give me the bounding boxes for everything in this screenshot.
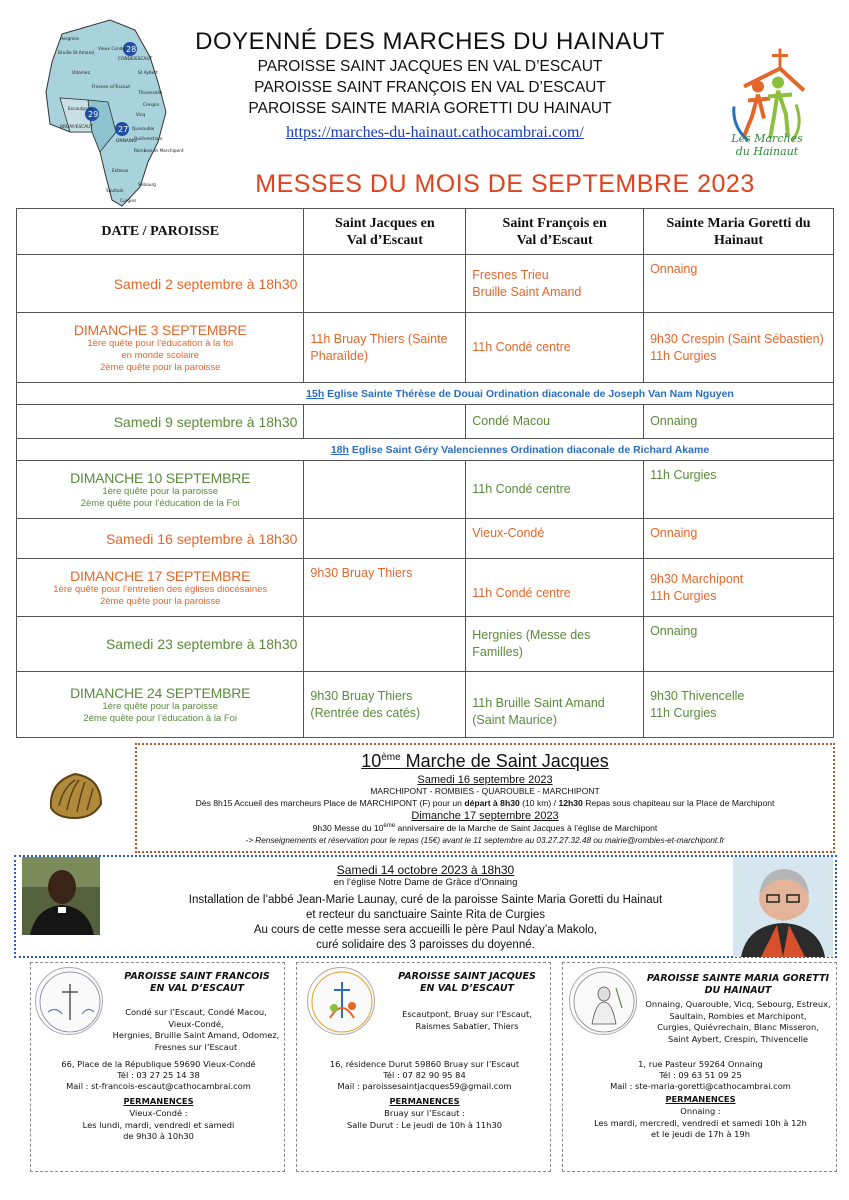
box-title: PAROISSE SAINT JACQUES EN VAL D’ESCAUT bbox=[398, 971, 536, 994]
row-date-cell bbox=[17, 559, 304, 617]
marche-title-number: 10 bbox=[361, 751, 382, 771]
map-label: Saultain bbox=[106, 189, 124, 194]
installation-line: Au cours de cette messe sera accueilli le père Paul Nday’a Makolo, bbox=[253, 924, 598, 936]
cell-saint-francois: 11h Condé centre bbox=[466, 559, 644, 617]
table-row bbox=[17, 461, 834, 519]
table-row bbox=[17, 519, 834, 559]
map-label: Hergnies bbox=[60, 37, 80, 42]
box-permanences-label: PERMANENCES bbox=[389, 1096, 460, 1106]
ordination-announcement-2 bbox=[17, 439, 834, 461]
map-label: St Aybert bbox=[138, 71, 158, 76]
cell-sainte-maria-goretti: 9h30 Thivencelle 11h Curgies bbox=[644, 672, 834, 738]
marche-reservation-info: -> Renseignements et réservation pour le repas (15€) avant le 11 septembre au 03.27.27.32.48 ou mairie@rombies-et-marchipont.fr bbox=[245, 836, 725, 845]
box-permanences: Bruay sur l’Escaut : Salle Durut : Le jeudi de 10h à 11h30 bbox=[347, 1108, 502, 1130]
marche-saturday-details bbox=[137, 798, 833, 808]
box-mail[interactable]: Mail : st-francois-escaut@cathocambrai.com bbox=[66, 1081, 251, 1091]
header-sainte-maria-goretti bbox=[644, 209, 834, 255]
box-address: 16, résidence Durut 59860 Bruay sur l’Escaut bbox=[329, 1059, 520, 1069]
map-label: Crespin bbox=[143, 103, 160, 108]
announcement-time: 15h bbox=[306, 387, 325, 400]
announcement-time: 18h bbox=[330, 443, 349, 456]
priest-photo-left bbox=[22, 857, 100, 935]
map-label: Odomez bbox=[72, 71, 90, 76]
detail-part: Dès 8h15 bbox=[195, 798, 233, 808]
saint-francois-seal-graphic bbox=[36, 968, 104, 1036]
header-sainte-maria-goretti-label: Sainte Maria Goretti du Hainaut bbox=[666, 215, 811, 248]
cell-sainte-maria-goretti: 9h30 Crespin (Saint Sébastien) 11h Curgies bbox=[644, 313, 834, 383]
installation-line: curé solidaire des 3 paroisses du doyenné. bbox=[316, 939, 535, 951]
map-label: Sebourg bbox=[138, 183, 156, 188]
header-saint-jacques-label: Saint Jacques en Val d’Escaut bbox=[335, 215, 435, 248]
box-tel: Tél : 09 63 51 09 25 bbox=[659, 1070, 742, 1080]
cell-sainte-maria-goretti: Onnaing bbox=[644, 617, 834, 672]
box-address: 1, rue Pasteur 59264 Onnaing bbox=[638, 1059, 763, 1069]
cell-sainte-maria-goretti: Onnaing bbox=[644, 405, 834, 439]
detail-part: départ à 8h30 bbox=[464, 798, 520, 808]
box-towns: Condé sur l’Escaut, Condé Macou, Vieux-Condé, Hergnies, Bruille Saint Amand, Odomez, Fresnes sur l’Escaut bbox=[112, 1007, 280, 1052]
logo-text-line-1: Les Marches bbox=[731, 132, 803, 145]
map-label: Estreux bbox=[112, 169, 129, 174]
box-tel: Tél : 07 82 90 95 84 bbox=[383, 1070, 466, 1080]
row-note: 1ère quête pour l’éducation à la foi bbox=[87, 337, 234, 349]
parish-name-3: PAROISSE SAINTE MARIA GORETTI DU HAINAUT bbox=[248, 100, 612, 117]
cell-saint-francois: Vieux-Condé bbox=[466, 519, 644, 559]
cell-sainte-maria-goretti: Onnaing bbox=[644, 519, 834, 559]
row-note: 2ème quête pour l’éducation de la Foi bbox=[80, 497, 240, 509]
detail-part: 9h30 Messe bbox=[312, 823, 360, 833]
row-note: 2ème quête pour la paroisse bbox=[99, 595, 221, 607]
logo-text-line-2: du Hainaut bbox=[735, 145, 799, 158]
detail-part: (10 km) / bbox=[519, 798, 559, 808]
row-note: 1ère quête pour la paroisse bbox=[102, 700, 219, 712]
map-label: Fresnes s/l'Escaut bbox=[92, 85, 131, 90]
installation-line: et recteur du sanctuaire Sainte Rita de Curgies bbox=[305, 909, 546, 921]
contact-box-saint-jacques bbox=[296, 962, 551, 1172]
contact-box-sainte-maria-goretti bbox=[562, 962, 837, 1172]
row-date: DIMANCHE 17 SEPTEMBRE bbox=[70, 567, 251, 584]
map-label: Vieux Condé bbox=[98, 47, 126, 52]
cell-saint-jacques: 11h Bruay Thiers (Sainte Pharaïlde) bbox=[304, 313, 466, 383]
detail-part: du 10 bbox=[359, 823, 384, 833]
cell-sainte-maria-goretti: 11h Curgies bbox=[644, 461, 834, 519]
row-note: 2ème quête pour la paroisse bbox=[99, 361, 221, 373]
cell-saint-jacques: 9h30 Bruay Thiers (Rentrée des catés) bbox=[304, 672, 466, 738]
contact-box-saint-francois bbox=[30, 962, 285, 1172]
box-permanences: Onnaing : Les mardi, mercredi, vendredi et samedi 10h à 12h et le jeudi de 17h à 19h bbox=[594, 1106, 807, 1139]
box-permanences-label: PERMANENCES bbox=[665, 1094, 736, 1104]
marche-title bbox=[137, 751, 833, 772]
row-date: DIMANCHE 3 SEPTEMBRE bbox=[73, 321, 247, 338]
map-badge-27: 27 bbox=[118, 125, 129, 134]
box-towns: Onnaing, Quarouble, Vicq, Sebourg, Estreux, Saultain, Rombies et Marchipont, Curgies, Quiévrechain, Blanc Misseron, Saint Aybert, Crespin, Thivencelle bbox=[645, 999, 831, 1044]
map-label: Thivencelle bbox=[138, 91, 163, 96]
detail-part: Repas sous chapiteau sur la Place de Marchipont bbox=[582, 798, 775, 808]
header-saint-francois-label: Saint François en Val d’Escaut bbox=[502, 215, 607, 248]
box-permanences-label: PERMANENCES bbox=[123, 1096, 194, 1106]
cell-saint-francois: Hergnies (Messe des Familles) bbox=[466, 617, 644, 672]
saint-francois-seal-icon bbox=[35, 967, 103, 1035]
map-label: Escautpont bbox=[68, 107, 93, 112]
detail-part: Accueil des marcheurs Place de MARCHIPONT (F) pour un bbox=[232, 798, 465, 808]
cell-saint-francois: 11h Condé centre bbox=[466, 461, 644, 519]
row-note: 1ère quête pour la paroisse bbox=[102, 485, 219, 497]
ordination-announcement-1 bbox=[17, 383, 834, 405]
map-label: Quarouble bbox=[132, 127, 155, 132]
installation-details bbox=[16, 893, 835, 953]
marche-date-1: Samedi 16 septembre 2023 bbox=[417, 774, 553, 786]
detail-part: 12h30 bbox=[558, 798, 583, 808]
row-date-cell bbox=[17, 672, 304, 738]
map-label: CONDE/ESCAUT bbox=[118, 57, 153, 62]
website-link[interactable]: https://marches-du-hainaut.cathocambrai.com/ bbox=[286, 124, 584, 141]
cell-sainte-maria-goretti: Onnaing bbox=[644, 255, 834, 313]
deanery-map bbox=[40, 12, 190, 212]
sainte-maria-goretti-seal-graphic bbox=[570, 968, 638, 1036]
row-date: Samedi 2 septembre à 18h30 bbox=[17, 255, 304, 313]
table-row bbox=[17, 313, 834, 383]
logo-text bbox=[712, 132, 822, 158]
parish-name-2: PAROISSE SAINT FRANÇOIS EN VAL D’ESCAUT bbox=[254, 79, 606, 96]
announcement-row bbox=[17, 383, 834, 405]
cell-sainte-maria-goretti: 9h30 Marchipont 11h Curgies bbox=[644, 559, 834, 617]
page-title: MESSES DU MOIS DE SEPTEMBRE 2023 bbox=[255, 170, 755, 198]
announcement-row bbox=[17, 439, 834, 461]
table-row bbox=[17, 559, 834, 617]
marche-title-text: Marche de Saint Jacques bbox=[400, 751, 609, 771]
cell-saint-francois: 11h Bruille Saint Amand (Saint Maurice) bbox=[466, 672, 644, 738]
table-header-row bbox=[17, 209, 834, 255]
header-saint-jacques bbox=[304, 209, 466, 255]
marche-saint-jacques-box bbox=[135, 743, 835, 853]
row-date: DIMANCHE 10 SEPTEMBRE bbox=[70, 469, 251, 486]
box-mail[interactable]: Mail : ste-maria-goretti@cathocambrai.com bbox=[610, 1081, 791, 1091]
map-label: BRUAY/ESCAUT bbox=[60, 125, 93, 130]
installation-date: Samedi 14 octobre 2023 à 18h30 bbox=[336, 863, 515, 877]
installation-line: Installation de l’abbé Jean-Marie Launay, curé de la paroisse Sainte Maria Goretti du Hainaut bbox=[188, 894, 663, 906]
map-badge-29: 29 bbox=[88, 110, 99, 119]
box-permanences: Vieux-Condé : Les lundi, mardi, vendredi et samedi de 9h30 à 10h30 bbox=[82, 1108, 235, 1141]
map-label: Rombies et Marchipont bbox=[134, 149, 184, 154]
priest-photo-right bbox=[733, 857, 833, 957]
row-date-cell bbox=[17, 313, 304, 383]
map-label: ONNAING bbox=[116, 139, 137, 144]
cell-saint-francois: Fresnes Trieu Bruille Saint Amand bbox=[466, 255, 644, 313]
installation-announcement-box bbox=[14, 855, 837, 958]
marche-date-2: Dimanche 17 septembre 2023 bbox=[411, 810, 559, 822]
table-row bbox=[17, 617, 834, 672]
cell-saint-jacques bbox=[304, 405, 466, 439]
row-note: 2ème quête pour l’éducation à la Foi bbox=[83, 712, 238, 724]
announcement-text: Eglise Saint Géry Valenciennes Ordination diaconale de Richard Akame bbox=[348, 443, 710, 456]
row-note: en monde scolaire bbox=[121, 349, 200, 361]
cell-saint-jacques bbox=[304, 255, 466, 313]
map-badge-28: 28 bbox=[126, 45, 137, 54]
box-address: 66, Place de la République 59690 Vieux-Condé bbox=[61, 1059, 256, 1069]
detail-part: ème bbox=[383, 823, 396, 830]
table-row bbox=[17, 672, 834, 738]
row-date: Samedi 23 septembre à 18h30 bbox=[17, 617, 304, 672]
cell-saint-jacques bbox=[304, 461, 466, 519]
cell-saint-jacques bbox=[304, 519, 466, 559]
cell-saint-francois: Condé Macou bbox=[466, 405, 644, 439]
cell-saint-francois: 11h Condé centre bbox=[466, 313, 644, 383]
announcement-text: Eglise Sainte Thérèse de Douai Ordination diaconale de Joseph Van Nam Nguyen bbox=[324, 387, 734, 400]
map-label: Curgies bbox=[120, 199, 137, 204]
row-date-cell bbox=[17, 461, 304, 519]
parish-name-1: PAROISSE SAINT JACQUES EN VAL D’ESCAUT bbox=[257, 58, 603, 75]
table-row bbox=[17, 405, 834, 439]
header-saint-francois bbox=[466, 209, 644, 255]
map-label: Quiévrechain bbox=[134, 137, 163, 142]
saint-jacques-seal-icon bbox=[307, 967, 375, 1035]
map-label: Vicq bbox=[136, 113, 146, 118]
saint-jacques-seal-graphic bbox=[308, 968, 376, 1036]
cell-saint-jacques: 9h30 Bruay Thiers bbox=[304, 559, 466, 617]
cell-saint-jacques bbox=[304, 617, 466, 672]
marche-sunday-details bbox=[137, 823, 833, 833]
deanery-title: DOYENNÉ DES MARCHES DU HAINAUT bbox=[195, 28, 665, 55]
row-date: Samedi 16 septembre à 18h30 bbox=[17, 519, 304, 559]
row-date: DIMANCHE 24 SEPTEMBRE bbox=[70, 684, 251, 701]
marche-title-sup: ème bbox=[381, 752, 401, 763]
box-mail[interactable]: Mail : paroissesaintjacques59@gmail.com bbox=[337, 1081, 512, 1091]
installation-place: en l’église Notre Dame de Grâce d’Onnaing bbox=[333, 877, 518, 888]
row-note: 1ère quête pour l’entretien des églises diocésaines bbox=[53, 583, 268, 595]
map-label: Bruille St Amand bbox=[58, 51, 95, 56]
scallop-shell-icon bbox=[45, 768, 107, 824]
box-title: PAROISSE SAINTE MARIA GORETTI DU HAINAUT bbox=[646, 973, 830, 996]
header-date: DATE / PAROISSE bbox=[17, 209, 304, 255]
marche-route: MARCHIPONT - ROMBIES - QUAROUBLE - MARCHIPONT bbox=[370, 786, 600, 796]
mass-schedule-table bbox=[16, 208, 834, 738]
box-tel: Tél : 03 27 25 14 38 bbox=[117, 1070, 200, 1080]
box-towns: Escautpont, Bruay sur l’Escaut, Raismes Sabatier, Thiers bbox=[402, 1009, 532, 1031]
detail-part: anniversaire de la Marche de Saint Jacques à l’église de Marchipont bbox=[395, 823, 658, 833]
sainte-maria-goretti-seal-icon bbox=[569, 967, 637, 1035]
table-row bbox=[17, 255, 834, 313]
row-date: Samedi 9 septembre à 18h30 bbox=[17, 405, 304, 439]
box-title: PAROISSE SAINT FRANCOIS EN VAL D’ESCAUT bbox=[124, 971, 270, 994]
